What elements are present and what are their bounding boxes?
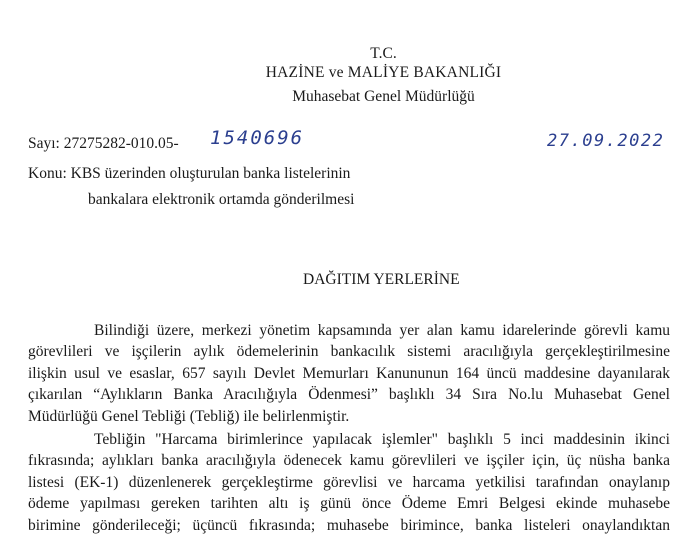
paragraph-1-line: Bilindiği üzere, merkezi yönetim kapsamında yer alan kamu idarelerinde görevli kamu [94,322,670,339]
paragraph-2-line: Tebliğin "Harcama birimlerince yapılacak işlemler" başlıklı 5 inci maddesinin ikinci [94,431,670,448]
konu-line-1: Konu: KBS üzerinden oluşturulan banka listelerinin [28,165,351,182]
paragraph-1 [28,320,670,427]
header-ministry: HAZİNE ve MALİYE BAKANLIĞI [265,64,502,81]
handwritten-date: 27.09.2022 [547,131,665,151]
paragraph-1-line: Müdürlüğü Genel Tebliği (Tebliğ) ile belirlenmiştir. [28,407,350,425]
paragraph-2-line: ödeme yapılması gereken tarihten altı iş günü önce Ödeme Emri Belgesi ekinde muhasebe [28,495,670,513]
paragraph-1-line: çıkarılan “Aylıkların Banka Aracılığıyla Ödenmesi” başlıklı 34 Sıra No.lu Muhasebat Genel [28,386,670,404]
sayi-label: Sayı: 27275282-010.05- [28,135,179,152]
paragraph-2-line: listesi (EK-1) düzenlenerek gerçekleştirme görevlisi ve harcama yetkilisi tarafından onaylanıp [28,473,670,491]
recipient-heading: DAĞITIM YERLERİNE [303,271,460,288]
paragraph-2-line: birimine gönderileceği; üçüncü fıkrasında; muhasebe birimince, banka listeleri onaylandıktan [28,516,670,534]
konu-line-2: bankalara elektronik ortamda gönderilmesi [88,191,355,208]
paragraph-2-line: fıkrasında; aylıkları banka aracılığıyla ödenecek kamu görevlileri ve işçiler için, üç nüsha banka [28,452,670,470]
paragraph-1-line: ilişkin usul ve esaslar, 657 sayılı Devlet Memurları Kanununun 164 üncü maddesine dayanılarak [28,364,670,382]
sayi-handwritten-number: 1540696 [210,127,305,149]
header-directorate: Muhasebat Genel Müdürlüğü [292,88,475,105]
paragraph-1-line: görevlileri ve işçilerin aylık ödemelerinin bankacılık sistemi aracılığıyla gerçekleştirilmesine [28,343,670,361]
header-tc: T.C. [370,45,397,62]
paragraph-2 [28,429,670,536]
